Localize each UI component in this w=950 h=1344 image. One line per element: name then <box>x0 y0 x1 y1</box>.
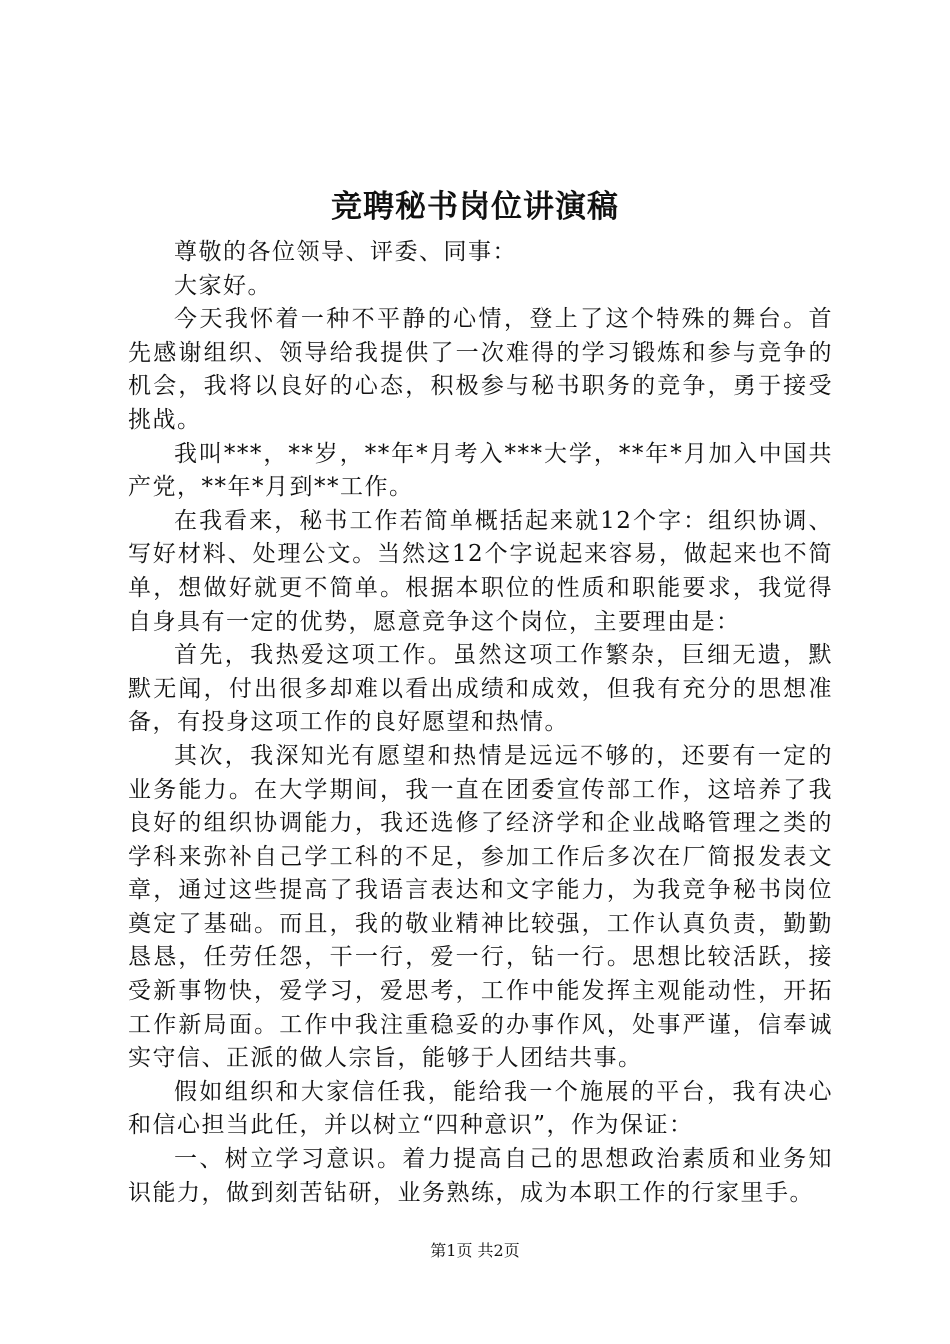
paragraph-job-understanding: 在我看来，秘书工作若简单概括起来就12个字：组织协调、写好材料、处理公文。当然这12个字说起来容易，做起来也不简单，想做好就更不简单。根据本职位的性质和职能要求，我觉得自身具有一定的优势，愿意竞争这个岗位，主要理由是： <box>128 507 833 635</box>
paragraph-commitment: 假如组织和大家信任我，能给我一个施展的平台，我有决心和信心担当此任，并以树立“四种意识”，作为保证： <box>128 1078 833 1139</box>
document-body <box>128 236 833 1210</box>
document-title: 竞聘秘书岗位讲演稿 <box>331 189 619 225</box>
paragraph-salutation: 尊敬的各位领导、评委、同事： <box>174 239 517 265</box>
paragraph-reason-second: 其次，我深知光有愿望和热情是远远不够的，还要有一定的业务能力。在大学期间，我一直在团委宣传部工作，这培养了我良好的组织协调能力，我还选修了经济学和企业战略管理之类的学科来弥补自己学工科的不足，参加工作后多次在厂简报发表文章，通过这些提高了我语言表达和文字能力，为我竞争秘书岗位奠定了基础。而且，我的敬业精神比较强，工作认真负责，勤勤恳恳，任劳任怨，干一行，爱一行，钻一行。思想比较活跃，接受新事物快，爱学习，爱思考，工作中能发挥主观能动性，开拓工作新局面。工作中我注重稳妥的办事作风，处事严谨，信奉诚实守信、正派的做人宗旨，能够于人团结共事。 <box>128 742 833 1072</box>
paragraph-point-one: 一、树立学习意识。着力提高自己的思想政治素质和业务知识能力，做到刻苦钻研，业务熟练，成为本职工作的行家里手。 <box>128 1146 833 1206</box>
paragraph-reason-first: 首先，我热爱这项工作。虽然这项工作繁杂，巨细无遗，默默无闻，付出很多却难以看出成绩和成效，但我有充分的思想准备，有投身这项工作的良好愿望和热情。 <box>128 642 833 736</box>
page-number-footer: 第1页 共2页 <box>430 1241 520 1260</box>
paragraph-self-introduction: 我叫***，**岁，**年*月考入***大学，**年*月加入中国共产党，**年*月到**工作。 <box>128 440 833 501</box>
paragraph-opening: 今天我怀着一种不平静的心情，登上了这个特殊的舞台。首先感谢组织、领导给我提供了一次难得的学习锻炼和参与竞争的机会，我将以良好的心态，积极参与秘书职务的竞争，勇于接受挑战。 <box>128 306 833 433</box>
paragraph-greeting: 大家好。 <box>174 272 272 299</box>
